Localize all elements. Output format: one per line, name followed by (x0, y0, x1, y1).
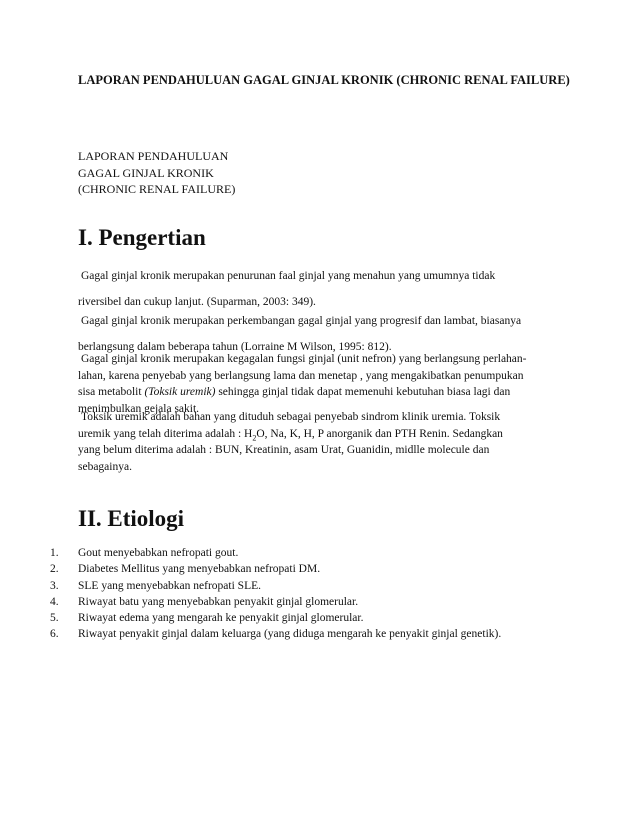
paragraph-toksik-uremik (78, 409, 578, 475)
list-item-text: Gout menyebabkan nefropati gout. (78, 547, 239, 559)
list-item (0, 594, 578, 610)
list-number: 1. (50, 547, 59, 559)
paragraph-definition-3 (78, 351, 578, 417)
list-item (0, 545, 578, 561)
list-item-text: Riwayat edema yang mengarah ke penyakit ginjal glomerular. (78, 612, 364, 625)
paragraph-line (78, 384, 578, 401)
list-number: 2. (50, 563, 59, 576)
list-item (0, 610, 578, 626)
section-heading-pengertian: I. Pengertian (78, 225, 206, 250)
document-subtitle (78, 148, 578, 198)
paragraph-text: sisa metabolit (78, 386, 145, 398)
list-item (0, 626, 578, 642)
paragraph-line: menimbulkan gejala sakit. (78, 402, 200, 415)
list-item-text: Riwayat penyakit ginjal dalam keluarga (yang diduga mengarah ke penyakit ginjal genetik). (78, 628, 502, 641)
paragraph-text: sehingga ginjal tidak dapat memenuhi kebutuhan biasa lagi dan (215, 386, 511, 398)
paragraph-line: yang belum diterima adalah : BUN, Kreatinin, asam Urat, Guanidin, midlle molecule dan (78, 444, 490, 456)
paragraph-line: riversibel dan cukup lanjut. (Suparman, 2003: 349). (78, 296, 316, 308)
list-item (0, 578, 578, 594)
italic-term: (Toksik uremik) (144, 386, 216, 398)
paragraph-line: Toksik uremik adalah bahan yang dituduh sebagai penyebab sindrom klinik uremia. Toksik (81, 411, 501, 423)
list-number: 5. (50, 612, 59, 625)
list-item (0, 561, 578, 577)
paragraph-text: O, Na, K, H, P anorganik dan PTH Renin. Sedangkan (256, 427, 503, 440)
subscript: 2 (252, 432, 257, 442)
paragraph-line: Gagal ginjal kronik merupakan kegagalan fungsi ginjal (unit nefron) yang berlangsung perlahan- (81, 353, 527, 365)
subtitle-line: GAGAL GINJAL KRONIK (78, 165, 214, 180)
list-number: 6. (50, 628, 59, 641)
paragraph-line: berlangsung dalam beberapa tahun (Lorraine M Wilson, 1995: 812). (78, 341, 392, 353)
paragraph-line (78, 426, 578, 443)
subtitle-line: LAPORAN PENDAHULUAN (78, 149, 229, 163)
paragraph-line: sebagainya. (78, 460, 132, 473)
list-number: 3. (50, 579, 59, 592)
list-item-text: SLE yang menyebabkan nefropati SLE. (78, 579, 261, 592)
list-item-text: Diabetes Mellitus yang menyebabkan nefropati DM. (78, 563, 321, 576)
subtitle-line: (CHRONIC RENAL FAILURE) (78, 182, 236, 196)
list-number: 4. (50, 595, 59, 608)
paragraph-line: Gagal ginjal kronik merupakan penurunan faal ginjal yang menahun yang umumnya tidak (81, 270, 496, 282)
paragraph-line: Gagal ginjal kronik merupakan perkembangan gagal ginjal yang progresif dan lambat, biasanya (81, 315, 522, 327)
list-item-text: Riwayat batu yang menyebabkan penyakit ginjal glomerular. (78, 595, 359, 608)
section-heading-etiologi: II. Etiologi (78, 506, 185, 531)
paragraph-line: lahan, karena penyebab yang berlangsung lama dan menetap , yang mengakibatkan penumpukan (78, 369, 524, 382)
paragraph-text: uremik yang telah diterima adalah : H (78, 427, 253, 440)
etiologi-list (0, 545, 578, 643)
document-title: LAPORAN PENDAHULUAN GAGAL GINJAL KRONIK (CHRONIC RENAL FAILURE) (78, 73, 570, 87)
